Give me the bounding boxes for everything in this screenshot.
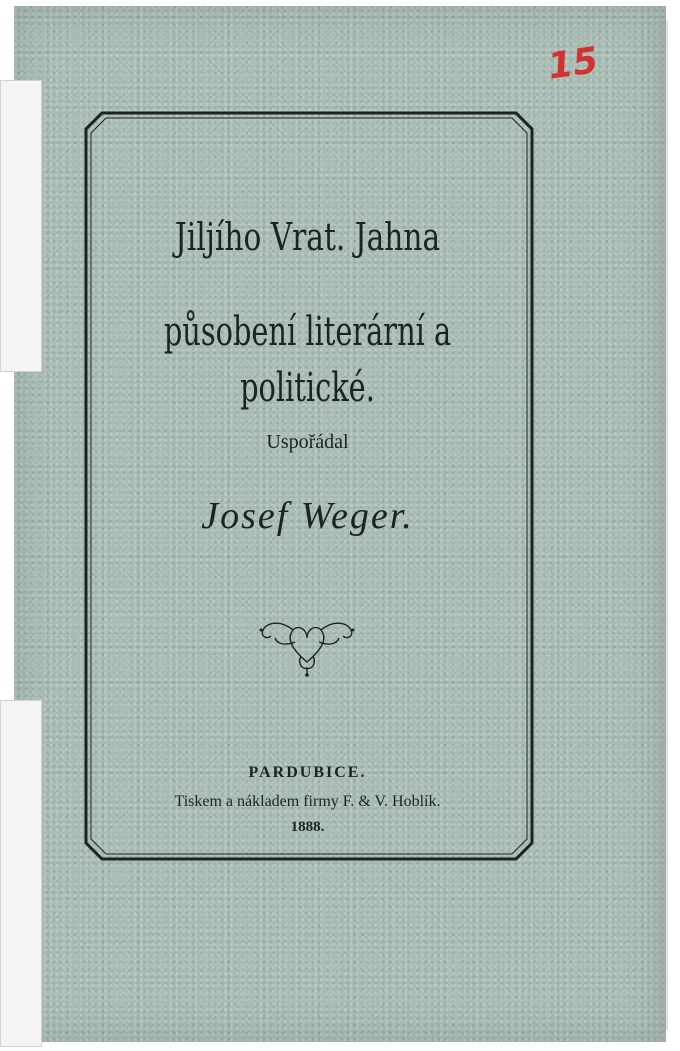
editor-label: Uspořádal — [266, 431, 349, 453]
title-line-1: Jiljího Vrat. Jahna — [174, 215, 441, 259]
publication-place: PARDUBICE. — [248, 764, 367, 781]
flourish-ornament-icon — [255, 612, 360, 677]
printer-line: Tiskem a nákladem firmy F. & V. Hoblík. — [174, 793, 441, 810]
handwritten-catalog-number: 15 — [545, 40, 601, 88]
publication-year: 1888. — [290, 819, 325, 835]
title-line-2: působení literární a politické. — [163, 309, 452, 411]
author-name: Josef Weger. — [201, 495, 414, 537]
